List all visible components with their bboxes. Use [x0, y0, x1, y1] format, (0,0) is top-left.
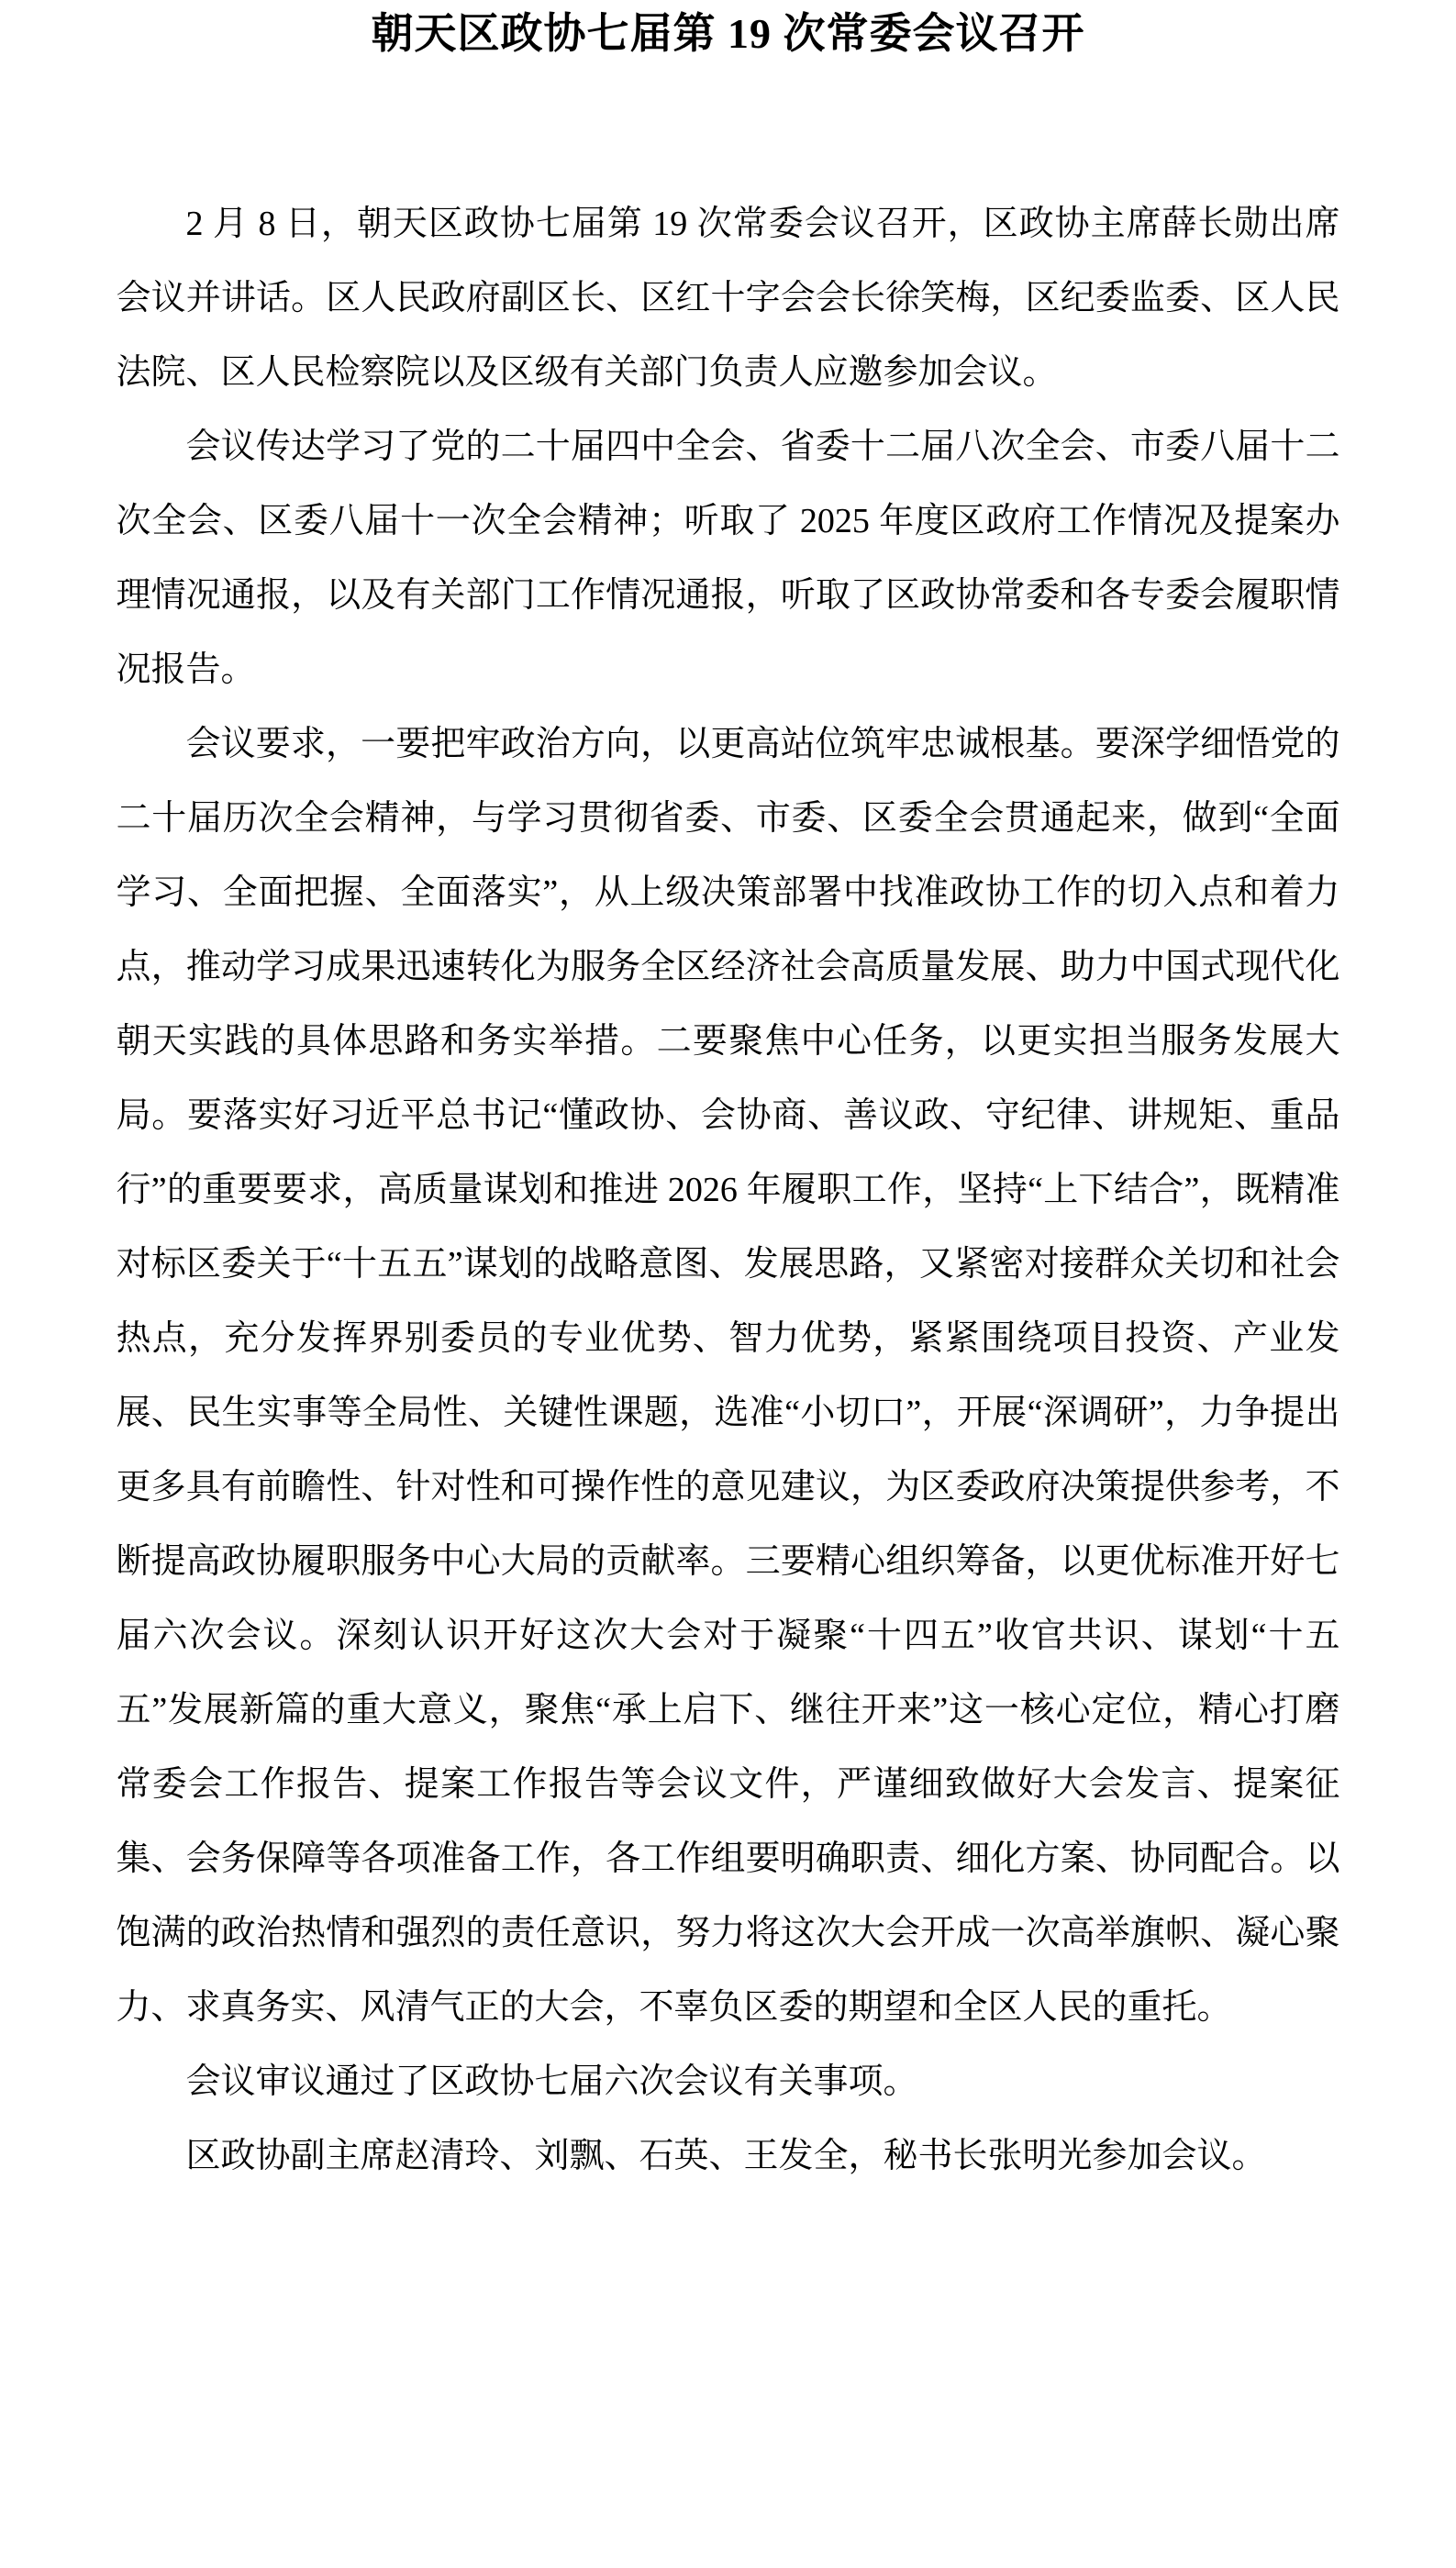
page-title: 朝天区政协七届第 19 次常委会议召开 — [371, 10, 1085, 57]
paragraph-meeting-attendees: 区政协副主席赵清玲、刘飘、石英、王发全，秘书长张明光参加会议。 — [185, 2137, 1267, 2175]
paragraph-meeting-agenda: 会议传达学习了党的二十届四中全会、省委十二届八次全会、市委八届十二次全会、区委八届十一次全会精神；听取了 2025 年度区政府工作情况及提案办理情况通报，以及有关部门工作情况通报，听取了区政协常委和各专委会履职情况报告。 — [116, 428, 1340, 689]
paragraph-meeting-requirements: 会议要求，一要把牢政治方向，以更高站位筑牢忠诚根基。要深学细悟党的二十届历次全会精神，与学习贯彻省委、市委、区委全会贯通起来，做到“全面学习、全面把握、全面落实”，从上级决策部署中找准政协工作的切入点和着力点，推动学习成果迅速转化为服务全区经济社会高质量发展、助力中国式现代化朝天实践的具体思路和务实举措。二要聚焦中心任务，以更实担当服务发展大局。要落实好习近平总书记“懂政协、会协商、善议政、守纪律、讲规矩、重品行”的重要要求，高质量谋划和推进 2026 年履职工作，坚持“上下结合”，既精准对标区委关于“十五五”谋划的战略意图、发展思路，又紧密对接群众关切和社会热点，充分发挥界别委员的专业优势、智力优势，紧紧围绕项目投资、产业发展、民生实事等全局性、关键性课题，选准“小切口”，开展“深调研”，力争提出更多具有前瞻性、针对性和可操作性的意见建议，为区委政府决策提供参考，不断提高政协履职服务中心大局的贡献率。三要精心组织筹备，以更优标准开好七届六次会议。深刻认识开好这次大会对于凝聚“十四五”收官共识、谋划“十五五”发展新篇的重大意义，聚焦“承上启下、继往开来”这一核心定位，精心打磨常委会工作报告、提案工作报告等会议文件，严谨细致做好大会发言、提案征集、会务保障等各项准备工作，各工作组要明确职责、细化方案、协同配合。以饱满的政治热情和强烈的责任意识，努力将这次大会开成一次高举旗帜、凝心聚力、求真务实、风清气正的大会，不辜负区委的期望和全区人民的重托。 — [116, 725, 1340, 2027]
paragraph-meeting-approval: 会议审议通过了区政协七届六次会议有关事项。 — [185, 2062, 918, 2101]
document-body — [117, 187, 1340, 2194]
paragraph-meeting-opening: 2 月 8 日，朝天区政协七届第 19 次常委会议召开，区政协主席薛长勋出席会议并讲话。区人民政府副区长、区红十字会会长徐笑梅，区纪委监委、区人民法院、区人民检察院以及区级有关部门负责人应邀参加会议。 — [116, 205, 1340, 392]
